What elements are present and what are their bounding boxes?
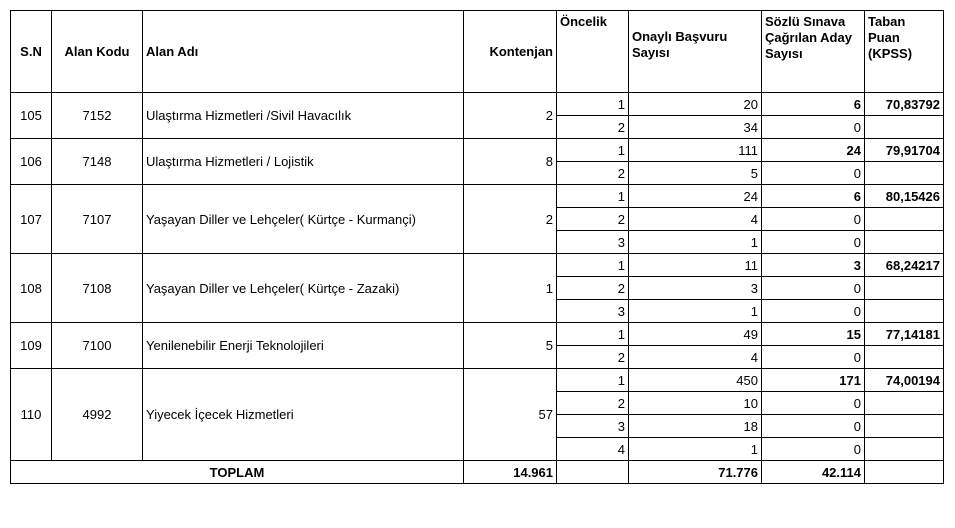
cell-oncelik: 3 <box>557 300 629 323</box>
cell-sn: 105 <box>11 93 52 139</box>
header-alan-adi: Alan Adı <box>143 11 464 93</box>
cell-sozlu: 171 <box>762 369 865 392</box>
cell-alan-kodu: 7152 <box>52 93 143 139</box>
cell-sn: 109 <box>11 323 52 369</box>
results-table <box>10 10 944 484</box>
table-row <box>11 139 944 162</box>
cell-onayli: 4 <box>629 346 762 369</box>
cell-sozlu: 6 <box>762 93 865 116</box>
cell-sn: 107 <box>11 185 52 254</box>
cell-kontenjan: 8 <box>464 139 557 185</box>
cell-alan-kodu: 7100 <box>52 323 143 369</box>
total-label: TOPLAM <box>11 461 464 484</box>
cell-oncelik: 2 <box>557 392 629 415</box>
cell-sozlu: 0 <box>762 231 865 254</box>
cell-alan-kodu: 7148 <box>52 139 143 185</box>
total-sozlu: 42.114 <box>762 461 865 484</box>
cell-alan-kodu: 4992 <box>52 369 143 461</box>
table-row <box>11 185 944 208</box>
cell-alan-adi: Ulaştırma Hizmetleri / Lojistik <box>143 139 464 185</box>
cell-onayli: 111 <box>629 139 762 162</box>
cell-oncelik: 1 <box>557 139 629 162</box>
cell-onayli: 24 <box>629 185 762 208</box>
cell-taban: 80,15426 <box>865 185 944 208</box>
header-alan-kodu: Alan Kodu <box>52 11 143 93</box>
total-taban-empty <box>865 461 944 484</box>
table-row <box>11 323 944 346</box>
cell-taban <box>865 162 944 185</box>
cell-kontenjan: 2 <box>464 93 557 139</box>
cell-taban: 77,14181 <box>865 323 944 346</box>
cell-oncelik: 1 <box>557 254 629 277</box>
cell-onayli: 10 <box>629 392 762 415</box>
cell-sozlu: 0 <box>762 392 865 415</box>
cell-onayli: 1 <box>629 231 762 254</box>
cell-kontenjan: 2 <box>464 185 557 254</box>
total-kontenjan: 14.961 <box>464 461 557 484</box>
cell-sozlu: 6 <box>762 185 865 208</box>
cell-taban <box>865 300 944 323</box>
cell-sozlu: 0 <box>762 438 865 461</box>
cell-taban <box>865 277 944 300</box>
cell-oncelik: 1 <box>557 369 629 392</box>
table-row <box>11 93 944 116</box>
cell-onayli: 49 <box>629 323 762 346</box>
cell-alan-adi: Yenilenebilir Enerji Teknolojileri <box>143 323 464 369</box>
cell-oncelik: 2 <box>557 116 629 139</box>
cell-oncelik: 1 <box>557 323 629 346</box>
cell-alan-adi: Yaşayan Diller ve Lehçeler( Kürtçe - Kurmançi) <box>143 185 464 254</box>
header-oncelik: Öncelik <box>557 11 629 93</box>
table-header <box>11 11 944 93</box>
cell-taban: 79,91704 <box>865 139 944 162</box>
total-onayli: 71.776 <box>629 461 762 484</box>
cell-taban <box>865 415 944 438</box>
cell-kontenjan: 5 <box>464 323 557 369</box>
cell-taban <box>865 231 944 254</box>
cell-taban <box>865 208 944 231</box>
cell-oncelik: 2 <box>557 162 629 185</box>
cell-taban: 68,24217 <box>865 254 944 277</box>
cell-sozlu: 3 <box>762 254 865 277</box>
cell-sn: 108 <box>11 254 52 323</box>
cell-onayli: 450 <box>629 369 762 392</box>
cell-taban <box>865 346 944 369</box>
table-row <box>11 254 944 277</box>
cell-sozlu: 0 <box>762 162 865 185</box>
cell-onayli: 11 <box>629 254 762 277</box>
header-taban-puan: Taban Puan (KPSS) <box>865 11 944 93</box>
cell-onayli: 1 <box>629 438 762 461</box>
cell-sozlu: 0 <box>762 208 865 231</box>
cell-oncelik: 2 <box>557 277 629 300</box>
cell-oncelik: 1 <box>557 93 629 116</box>
header-sozlu-sinav: Sözlü Sınava Çağrılan Aday Sayısı <box>762 11 865 93</box>
cell-onayli: 4 <box>629 208 762 231</box>
cell-oncelik: 2 <box>557 346 629 369</box>
cell-sozlu: 0 <box>762 346 865 369</box>
cell-taban <box>865 438 944 461</box>
header-sn: S.N <box>11 11 52 93</box>
cell-oncelik: 3 <box>557 415 629 438</box>
cell-onayli: 1 <box>629 300 762 323</box>
cell-onayli: 20 <box>629 93 762 116</box>
cell-kontenjan: 57 <box>464 369 557 461</box>
cell-onayli: 18 <box>629 415 762 438</box>
cell-alan-kodu: 7107 <box>52 185 143 254</box>
cell-taban <box>865 116 944 139</box>
cell-oncelik: 1 <box>557 185 629 208</box>
header-onayli-basvuru: Onaylı Başvuru Sayısı <box>629 11 762 93</box>
cell-alan-kodu: 7108 <box>52 254 143 323</box>
total-row <box>11 461 944 484</box>
cell-alan-adi: Ulaştırma Hizmetleri /Sivil Havacılık <box>143 93 464 139</box>
cell-oncelik: 4 <box>557 438 629 461</box>
cell-sozlu: 0 <box>762 415 865 438</box>
cell-sozlu: 24 <box>762 139 865 162</box>
cell-onayli: 34 <box>629 116 762 139</box>
cell-sozlu: 15 <box>762 323 865 346</box>
cell-onayli: 5 <box>629 162 762 185</box>
cell-sozlu: 0 <box>762 116 865 139</box>
cell-taban: 70,83792 <box>865 93 944 116</box>
cell-oncelik: 2 <box>557 208 629 231</box>
table-body <box>11 93 944 484</box>
table-row <box>11 369 944 392</box>
cell-sn: 110 <box>11 369 52 461</box>
cell-sozlu: 0 <box>762 277 865 300</box>
total-oncelik-empty <box>557 461 629 484</box>
cell-taban: 74,00194 <box>865 369 944 392</box>
cell-onayli: 3 <box>629 277 762 300</box>
cell-sozlu: 0 <box>762 300 865 323</box>
cell-oncelik: 3 <box>557 231 629 254</box>
cell-kontenjan: 1 <box>464 254 557 323</box>
cell-alan-adi: Yaşayan Diller ve Lehçeler( Kürtçe - Zazaki) <box>143 254 464 323</box>
cell-sn: 106 <box>11 139 52 185</box>
cell-alan-adi: Yiyecek İçecek Hizmetleri <box>143 369 464 461</box>
header-kontenjan: Kontenjan <box>464 11 557 93</box>
cell-taban <box>865 392 944 415</box>
